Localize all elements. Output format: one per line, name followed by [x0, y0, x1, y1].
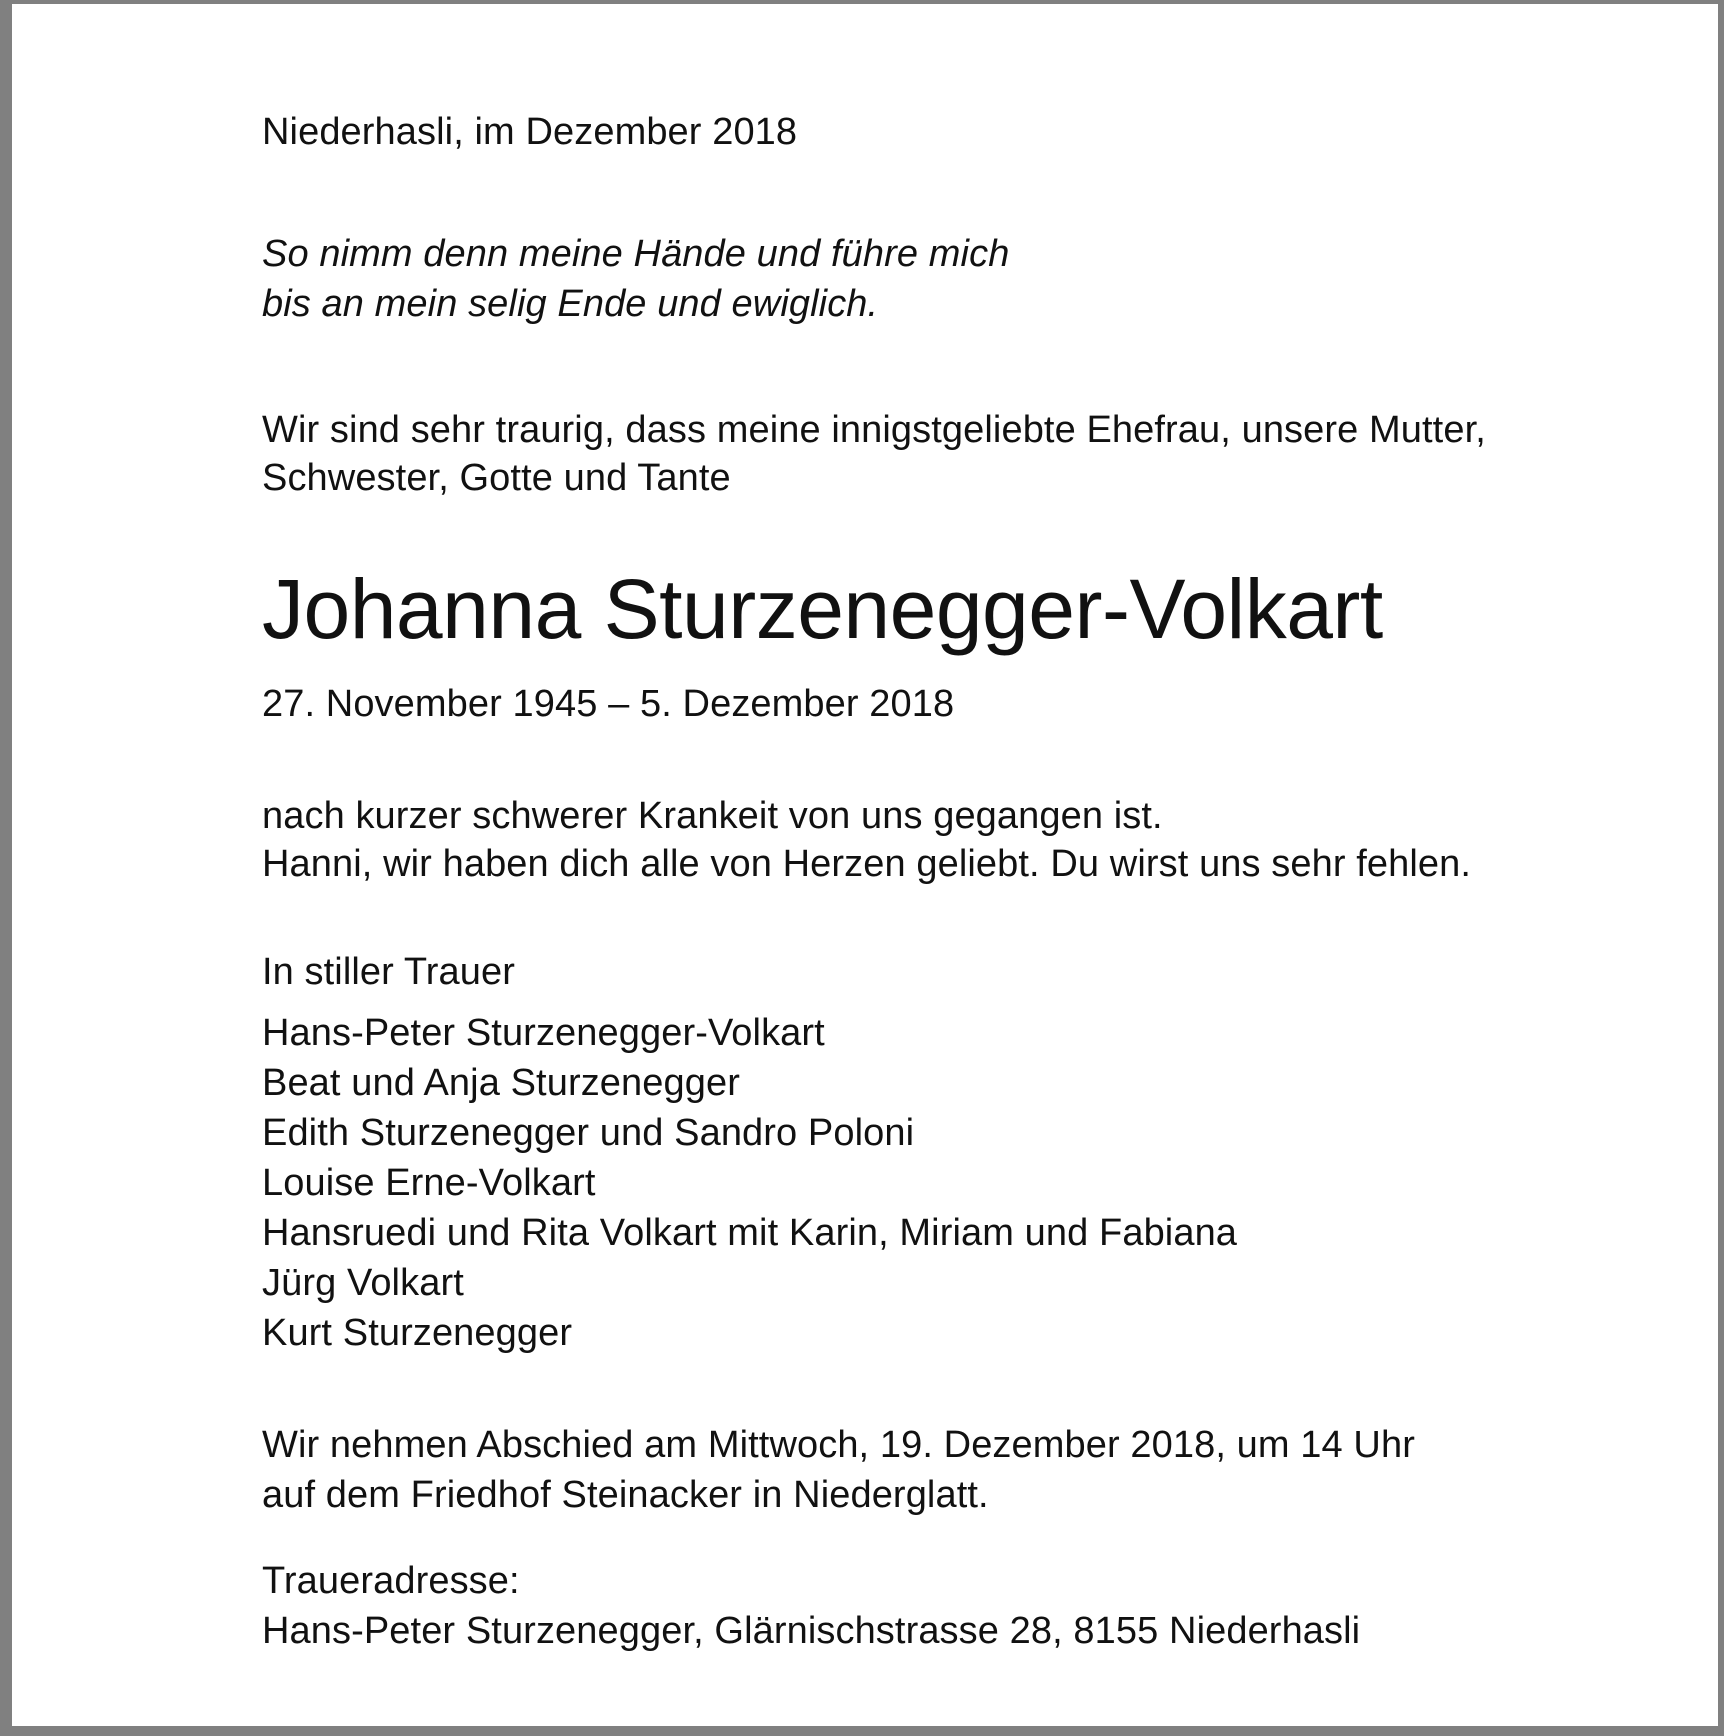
- address-label: Traueradresse:: [262, 1560, 520, 1602]
- address-value: Hans-Peter Sturzenegger, Glärnischstrasse 28, 8155 Niederhasli: [262, 1610, 1361, 1652]
- obituary-page: [12, 4, 1718, 1726]
- intro-line-2: Schwester, Gotte und Tante: [262, 457, 731, 499]
- ceremony-line-2: auf dem Friedhof Steinacker in Niederglatt.: [262, 1474, 989, 1516]
- message-line-1: nach kurzer schwerer Krankeit von uns gegangen ist.: [262, 795, 1163, 837]
- mourner-name: Hansruedi und Rita Volkart mit Karin, Miriam und Fabiana: [262, 1212, 1238, 1254]
- ceremony-line-1: Wir nehmen Abschied am Mittwoch, 19. Dezember 2018, um 14 Uhr: [262, 1424, 1415, 1466]
- mourner-name: Hans-Peter Sturzenegger-Volkart: [262, 1012, 825, 1054]
- deceased-dates: 27. November 1945 – 5. Dezember 2018: [262, 683, 955, 725]
- place-date: Niederhasli, im Dezember 2018: [262, 111, 798, 153]
- message-line-2: Hanni, wir haben dich alle von Herzen geliebt. Du wirst uns sehr fehlen.: [262, 843, 1472, 885]
- intro-line-1: Wir sind sehr traurig, dass meine innigstgeliebte Ehefrau, unsere Mutter,: [262, 409, 1486, 451]
- verse-line-1: So nimm denn meine Hände und führe mich: [262, 233, 1010, 275]
- mourner-name: Edith Sturzenegger und Sandro Poloni: [262, 1112, 915, 1154]
- mourner-name: Kurt Sturzenegger: [262, 1312, 573, 1354]
- mourner-name: Louise Erne-Volkart: [262, 1162, 596, 1204]
- mourners-heading: In stiller Trauer: [262, 951, 516, 993]
- mourner-name: Jürg Volkart: [262, 1262, 464, 1304]
- mourner-name: Beat und Anja Sturzenegger: [262, 1062, 740, 1104]
- deceased-name: Johanna Sturzenegger-Volkart: [262, 562, 1383, 656]
- verse-line-2: bis an mein selig Ende und ewiglich.: [262, 283, 879, 325]
